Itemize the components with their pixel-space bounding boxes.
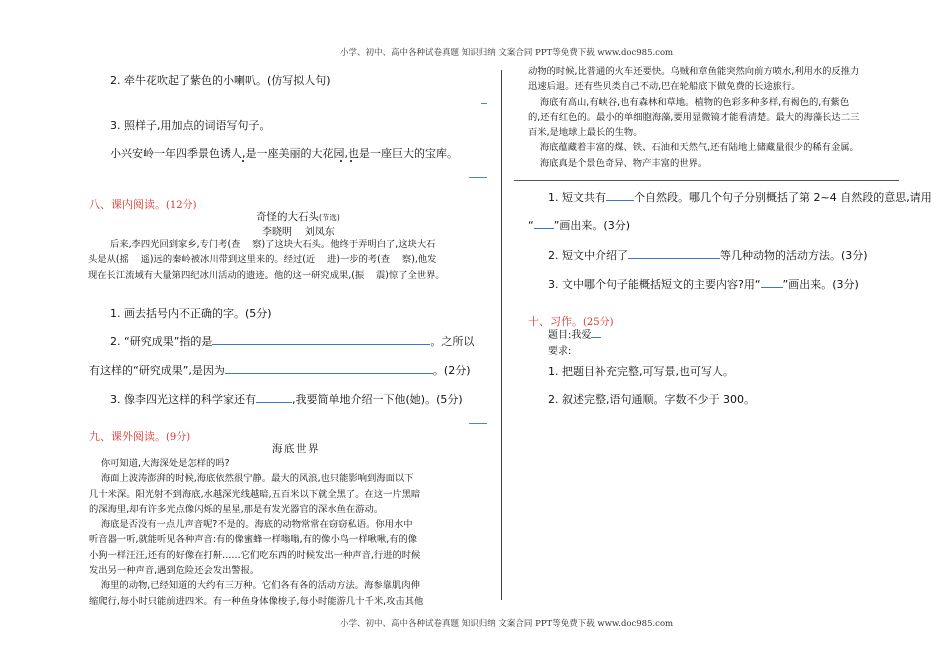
passage-2-line: 几十米深。阳光射不到海底,水越深光线越暗,五百米以下就全黑了。在这一片黑暗 [89, 488, 421, 500]
composition-topic [548, 326, 601, 341]
question-8-1: 1. 画去括号内不正确的字。(5分) [110, 307, 272, 320]
question-8-3-text: 3. 像李四光这样的科学家还有 [110, 393, 256, 406]
section-9-title: 九、课外阅读。 [89, 430, 166, 443]
passage-2-line: 海里的动物,已经知道的大约有三万种。它们各有各的活动方法。海参靠肌肉伸 [89, 580, 420, 592]
column-divider [501, 70, 502, 600]
requirements-title: 要求: [548, 346, 572, 357]
emphasis-dot [340, 160, 342, 162]
passage-1-line: 现在长江流域有大量第四纪冰川活动的遗迹。他的这一研究成果,(振 震)惊了全世界。 [88, 269, 445, 281]
passage-2-line: 海底是否没有一点儿声音呢?不是的。海底的动物常常在窃窃私语。你用水中 [89, 519, 413, 531]
passage-1-author: 李晓明 刘凤东 [262, 227, 335, 238]
section-10-title: 十、习作。 [528, 315, 583, 328]
question-7-3: 3. 照样子,用加点的词语写句子。 [110, 119, 271, 132]
question-8-3-text-b: ,我要简单地介绍一下他(她)。(5分) [292, 393, 463, 406]
question-9-2-text: 2. 短文中介绍了 [548, 249, 628, 262]
answer-blank-8-2a[interactable] [212, 335, 430, 345]
answer-line-8-3 [469, 423, 487, 424]
question-9-3 [548, 276, 859, 292]
passage-2-line: 海底有高山,有峡谷,也有森林和草地。植物的色彩多种多样,有褐色的,有紫色 [528, 96, 850, 108]
passage-2-line: 百米,是地球上最长的生物。 [528, 127, 643, 139]
composition-topic-text: 题目:我爱 [548, 330, 592, 341]
question-9-2 [548, 247, 868, 263]
section-8-heading [89, 196, 197, 212]
page-footer: 小学、初中、高中各种试卷真题 知识归纳 文案合同 PPT等免费下载 www.doc985.com [340, 619, 674, 629]
underline-sample [534, 219, 554, 229]
answer-blank-8-2b[interactable] [225, 364, 433, 374]
question-7-2: 2. 牵牛花吹起了紫色的小喇叭。(仿写拟人句) [110, 74, 331, 87]
passage-1-title: 奇怪的大石头 [256, 211, 319, 223]
question-7-3-example: 小兴安岭一年四季景色诱人,是一座美丽的大花园,也是一座巨大的宝库。 [110, 147, 458, 160]
answer-blank-topic[interactable] [591, 328, 601, 338]
separator-line [514, 180, 899, 181]
question-9-1-text-d: ”画出来。(3分) [553, 219, 630, 232]
answer-blank-8-3[interactable] [256, 393, 292, 403]
question-9-1-cont [528, 217, 630, 233]
section-8-points: (12分) [166, 200, 197, 211]
requirement-2: 2. 叙述完整,语句通顺。字数不少于 300。 [548, 393, 755, 406]
question-8-2-text-c: 有这样的“研究成果”,是因为 [89, 364, 225, 377]
passage-2-line: 动物的时候,比普通的火车还要快。乌贼和章鱼能突然向前方喷水,利用水的反推力 [528, 66, 860, 77]
question-9-1-text-b: 个自然段。哪几个句子分别概括了第 2~4 自然段的意思,请用 [634, 191, 932, 204]
passage-1-line: 头是从(摇 遥)远的秦岭被冰川带到这里来的。经过(近 进)一步的考(查 察),他发 [88, 254, 437, 266]
answer-line-7-2 [481, 103, 487, 104]
requirement-1: 1. 把题目补充完整,可写景,也可写人。 [548, 365, 734, 378]
answer-line-7-3 [469, 177, 487, 178]
question-9-2-text-b: 等几种动物的活动方法。(3分) [720, 249, 868, 262]
passage-2-line: 发出另一种声音,遇到危险还会发出警报。 [89, 565, 260, 577]
question-9-3-text-b: ”画出来。(3分) [782, 278, 859, 291]
passage-2-title: 海底世界 [272, 443, 320, 455]
passage-2-line: 小狗一样汪汪,还有的好像在打鼾……它们吃东西的时候发出一种声音,行进的时候 [89, 549, 421, 561]
passage-2-line: 听音器一听,就能听见各种声音:有的像蜜蜂一样嗡嗡,有的像小鸟一样啾啾,有的像 [89, 534, 418, 546]
answer-blank-9-2[interactable] [628, 249, 720, 259]
quote-open: “ [528, 219, 534, 232]
passage-2-line: 海底真是个景色奇异、物产丰富的世界。 [528, 157, 708, 169]
section-10-points: (25分) [583, 317, 614, 328]
question-8-2-text-d: 。(2分) [432, 364, 471, 377]
passage-1-note: (节选) [319, 213, 340, 222]
passage-2-line: 你可知道,大海深处是怎样的吗? [89, 458, 230, 469]
passage-1-title-row [256, 209, 340, 224]
question-8-2-cont [89, 362, 471, 378]
passage-2-line: 海面上波涛澎湃的时候,海底依然很宁静。最大的风浪,也只能影响到海面以下 [89, 473, 414, 485]
question-9-3-text: 3. 文中哪个句子能概括短文的主要内容?用“ [548, 278, 761, 291]
passage-2-body [89, 456, 423, 609]
emphasis-dot [350, 160, 352, 162]
passage-2-line: 缩爬行,每小时只能前进四米。有一种鱼身体像梭子,每小时能游几十千米,攻击其他 [89, 595, 424, 607]
passage-1-body [88, 237, 445, 283]
passage-2-line: 迅速后退。还有些贝类自己不动,巴在轮船底下做免费的长途旅行。 [528, 81, 801, 93]
passage-2-line: 海底蕴藏着丰富的煤、铁、石油和天然气,还有陆地上储藏量很少的稀有金属。 [528, 142, 859, 154]
section-9-points: (9分) [166, 432, 191, 443]
passage-2-line: 的深海里,却有许多光点像闪烁的星星,那是有发光器官的深水鱼在游动。 [89, 503, 384, 515]
question-9-1 [548, 189, 932, 205]
passage-2-continued [528, 64, 859, 171]
passage-1-line: 后来,李四光回到家乡,专门考(查 察)了这块大石头。他终于弄明白了,这块大石 [110, 239, 436, 250]
question-8-2-text-b: 。之所以 [430, 335, 475, 348]
emphasis-dot [242, 160, 244, 162]
question-9-1-text: 1. 短文共有 [548, 191, 606, 204]
question-8-3 [110, 391, 463, 407]
underline-sample [761, 278, 783, 288]
page-header: 小学、初中、高中各种试卷真题 知识归纳 文案合同 PPT等免费下载 www.doc985.com [340, 48, 674, 58]
question-8-2 [110, 333, 474, 349]
section-9-heading [89, 428, 190, 444]
passage-2-line: 的,还有红色的。最小的单细胞海藻,要用显微镜才能看清楚。最大的海藻长达二三 [528, 111, 860, 123]
section-8-title: 八、课内阅读。 [89, 198, 166, 211]
question-8-2-text: 2. “研究成果”指的是 [110, 335, 213, 348]
answer-blank-9-1[interactable] [606, 191, 634, 201]
